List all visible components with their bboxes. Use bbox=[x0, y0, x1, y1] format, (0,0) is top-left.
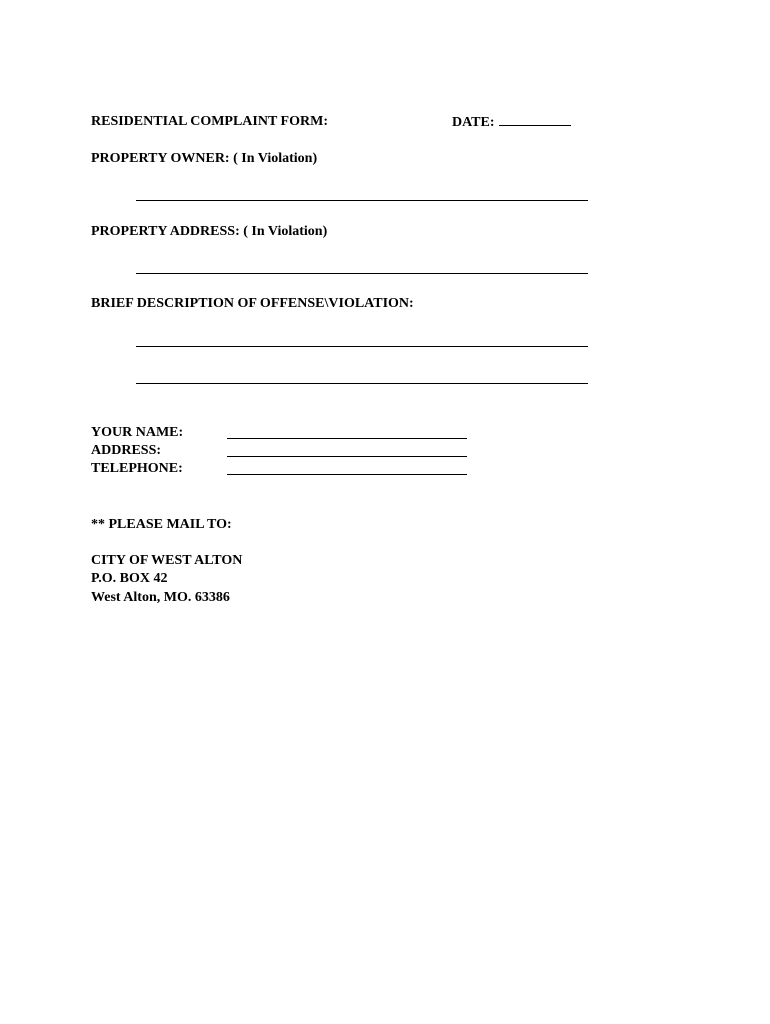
your-address-line[interactable] bbox=[227, 456, 467, 457]
property-owner-label: PROPERTY OWNER: ( In Violation) bbox=[91, 151, 318, 166]
telephone-label: TELEPHONE: bbox=[91, 461, 183, 476]
mail-address-line-1: CITY OF WEST ALTON bbox=[91, 553, 243, 568]
date-field bbox=[452, 113, 571, 132]
your-address-label: ADDRESS: bbox=[91, 443, 162, 458]
property-owner-line[interactable] bbox=[136, 200, 588, 201]
description-line-2[interactable] bbox=[136, 383, 588, 384]
mail-address-line-2: P.O. BOX 42 bbox=[91, 571, 168, 586]
description-line-1[interactable] bbox=[136, 346, 588, 347]
property-address-label: PROPERTY ADDRESS: ( In Violation) bbox=[91, 224, 328, 239]
telephone-line[interactable] bbox=[227, 474, 467, 475]
form-title: RESIDENTIAL COMPLAINT FORM: bbox=[91, 114, 328, 129]
mail-address-line-3: West Alton, MO. 63386 bbox=[91, 590, 230, 605]
property-address-line[interactable] bbox=[136, 273, 588, 274]
description-label: BRIEF DESCRIPTION OF OFFENSE\VIOLATION: bbox=[91, 296, 414, 311]
date-label: DATE: bbox=[452, 115, 495, 130]
your-name-line[interactable] bbox=[227, 438, 467, 439]
date-blank-line[interactable] bbox=[499, 113, 571, 126]
mail-heading: ** PLEASE MAIL TO: bbox=[91, 517, 232, 532]
your-name-label: YOUR NAME: bbox=[91, 425, 184, 440]
